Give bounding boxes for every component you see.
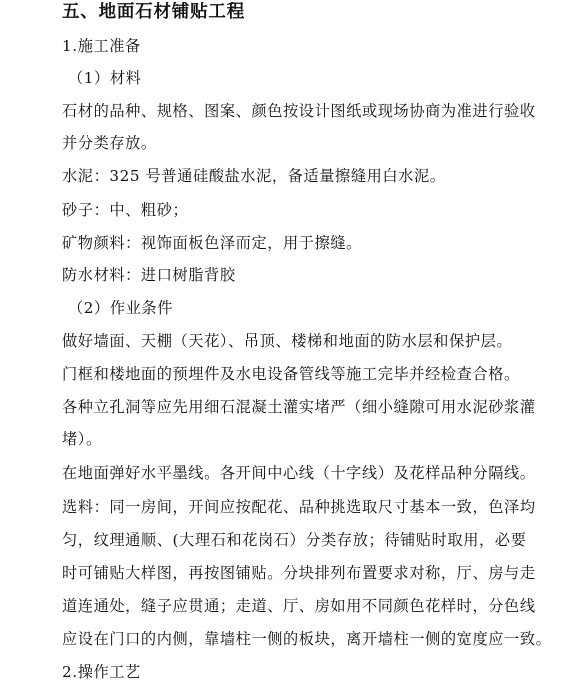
condition-embedded-parts: 门框和楼地面的预埋件及水电设备管线等施工完毕并经检查合格。	[62, 365, 520, 383]
subheading-working-conditions: （2）作业条件	[68, 299, 173, 317]
materials-intro-line-1: 石材的品种、规格、图案、颜色按设计图纸或现场协商为准进行验收	[62, 102, 536, 120]
materials-intro-line-2: 并分类存放。	[62, 134, 157, 152]
waterproof-paragraph: 防水材料：进口树脂背胶	[62, 266, 236, 284]
heading-operation-process: 2.操作工艺	[62, 663, 141, 681]
section-title: 五、地面石材铺贴工程	[62, 2, 245, 22]
selection-paragraph-line-5: 应设在门口的内侧，靠墙柱一侧的板块，离开墙柱一侧的宽度应一致。	[62, 630, 552, 648]
condition-horizontal-lines: 在地面弹好水平墨线。各开间中心线（十字线）及花样品种分隔线。	[62, 464, 536, 482]
condition-holes-line-2: 堵）。	[62, 430, 102, 448]
condition-holes-line-1: 各种立孔洞等应先用细石混凝土灌实堵严（细小缝隙可用水泥砂浆灌	[62, 398, 536, 416]
heading-construction-preparation: 1.施工准备	[62, 37, 141, 55]
selection-paragraph-line-3: 时可铺贴大样图，再按图铺贴。分块排列布置要求对称，厅、房与走	[62, 564, 536, 582]
condition-waterproof-layer: 做好墙面、天棚（天花）、吊顶、楼梯和地面的防水层和保护层。	[62, 332, 513, 350]
subheading-materials: （1）材料	[68, 69, 142, 87]
selection-paragraph-line-1: 选料：同一房间，开间应按配花、品种挑选取尺寸基本一致，色泽均	[62, 498, 536, 516]
pigment-paragraph: 矿物颜料：视饰面板色泽而定，用于擦缝。	[62, 234, 362, 252]
sand-paragraph: 砂子：中、粗砂；	[62, 201, 189, 219]
selection-paragraph-line-4: 道连通处，缝子应贯通；走道、厅、房如用不同颜色花样时，分色线	[62, 597, 536, 615]
cement-paragraph: 水泥：325 号普通硅酸盐水泥，备适量擦缝用白水泥。	[62, 167, 446, 185]
selection-paragraph-line-2: 匀，纹理通顺、(大理石和花岗石）分类存放；待铺贴时取用，必要	[62, 531, 527, 549]
